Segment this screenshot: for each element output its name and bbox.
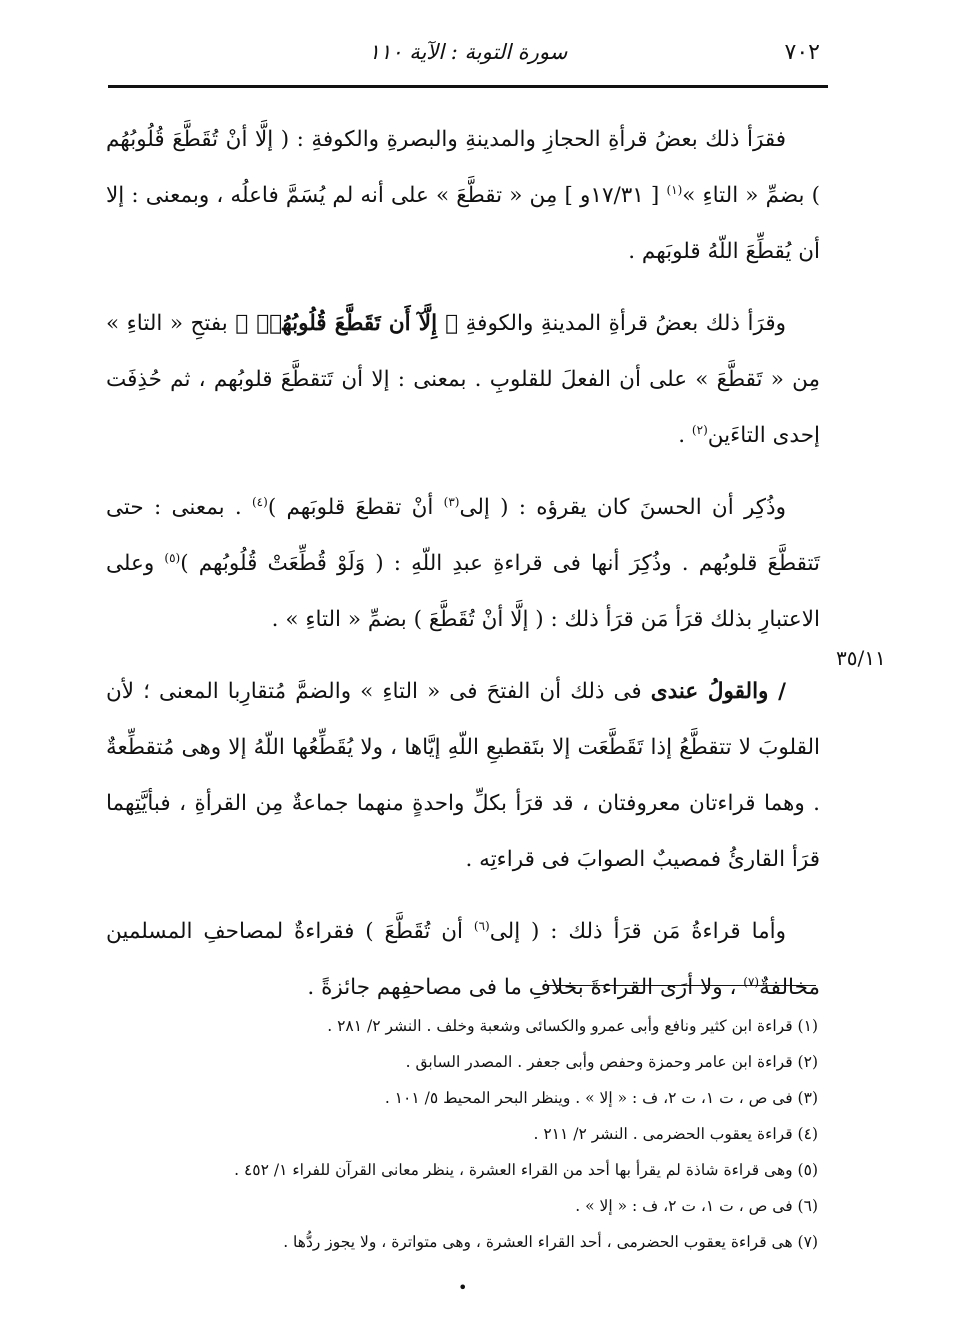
footnote: (٤) قراءة يعقوب الحضرمى . النشر ٢/ ٢١١ .: [533, 1125, 818, 1143]
footnote-marker: (٦): [473, 918, 490, 933]
footnote: (١) قراءة ابن كثير ونافع وأبى عمرو والكسائى وشعبة وخلف . النشر ٢/ ٢٨١ .: [327, 1017, 818, 1035]
footnote-marker: (١): [666, 182, 683, 197]
page-header: [108, 36, 828, 76]
text-run: فى ذلك أن الفتحَ فى « التاءِ » والضمَّ مُتقارِبا المعنى ؛ لأن القلوبَ لا تتقطَّعُ إذا تَقَطَّعَت إلا بتَقطيعِ اللّهِ إيَّاها ، ولا يُقَطِّعُها اللّهُ إلا وهى مُتقطِّعةٌ . وهما قراءتان معروفتان ، قد قرَأ بكلِّ واحدةٍ منهما جماعةٌ مِن القرأةِ ، فبأيَّتِهما قرَأ القارئُ فمصيبٌ الصوابَ فى قراءتِه .: [106, 679, 820, 872]
text-run: فقرَأ ذلك بعضُ قرأةِ الحجازِ والمدينةِ والبصرةِ والكوفةِ : ( إلَّا أنْ تُقَطَّعَ قُلُوبُهُم ) بضمِّ « التاءِ »: [106, 127, 820, 208]
footnote: (٦) فى ص ، ت ١، ت ٢، ف : « إلا » .: [575, 1197, 818, 1215]
header-rule: [108, 85, 828, 88]
footnote-marker: (٥): [164, 550, 181, 565]
running-title: سورة التوبة : الآية ١١٠: [368, 40, 568, 64]
paragraph: [106, 112, 820, 280]
footnote-marker: (٢): [691, 422, 708, 437]
footnotes: [150, 1008, 818, 1260]
quran-quote: ﴿ إِلَّآ أَن تَقَطَّعَ قُلُوبُهُمۡ ﴾: [235, 311, 459, 336]
lead-phrase: / والقولُ عندى: [650, 679, 786, 704]
text-run: بفتحِ « التاءِ » مِن « تَقطَّعَ » على أن الفعلَ للقلوبِ . بمعنى : إلا أن تَتقطَّعَ قلوبُهم ، ثم حُذِفَت إحدى التاءَين: [106, 311, 820, 448]
text-run: وذُكِر أن الحسنَ كان يقرؤه : ( إلى: [459, 495, 786, 520]
page-number: ٧٠٢: [784, 40, 820, 65]
text-run: أن تُقَطَّعَ ) فقراءةٌ لمصاحفِ المسلمين مخالفةٌ: [106, 919, 820, 1000]
main-text: [106, 112, 820, 1016]
text-run: أنْ تقطعَ قلوبَهم ): [267, 495, 444, 520]
footnote-marker: (٤): [251, 494, 268, 509]
text-run: وقرَأ ذلك بعضُ قرأةِ المدينةِ والكوفةِ: [458, 311, 787, 336]
end-mark: •: [458, 1278, 468, 1297]
footnote: (٧) هى قراءة يعقوب الحضرمى ، أحد القراء العشرة ، وهى متواترة ، ولا يجوز ردُّها .: [283, 1233, 818, 1251]
paragraph: [106, 296, 820, 464]
text-run: [ ١٧/٣١و ] مِن « تقطَّعَ » على أنه لم يُسَمَّ فاعلُه ، وبمعنى : إلا أن يُقطِّعَ اللّهُ قلوبَهم .: [106, 183, 820, 264]
text-run: . بمعنى : حتى تَتقطَّعَ قلوبُهم . وذُكِرَ أنها فى قراءةِ عبدِ اللّهِ : ( وَلَوْ قُطِّعَتْ قُلُوبُهم ): [106, 495, 820, 576]
footnote: (٢) قراءة ابن عامر وحمزة وحفص وأبى جعفر . المصدر السابق .: [405, 1053, 818, 1071]
text-run: وأما قراءةُ مَن قرَأ ذلك : ( إلى: [489, 919, 786, 944]
footnote-marker: (٣): [443, 494, 460, 509]
paragraph: [106, 904, 820, 1016]
text-run: وعلى الاعتبارِ بذلك قرَأ مَن قرَأ ذلك : ( إلَّا أنْ تُقَطَّعَ ) بضمِّ « التاءِ » .: [106, 551, 820, 632]
footnote: (٣) فى ص ، ت ١، ت ٢، ف : « إلا » . وينظر البحر المحيط ٥/ ١٠١ .: [384, 1089, 818, 1107]
margin-reference: ٣٥/١١: [836, 646, 886, 670]
footnote: (٥) وهى قراءة شاذة لم يقرأ بها أحد من القراء العشرة ، ينظر معانى القرآن للفراء ١/ ٤٥٢ .: [234, 1161, 818, 1179]
text-run: ، ولا أرَى القراءةَ بخلافِ ما فى مصاحفِهم جائزةً .: [307, 975, 744, 1000]
footnote-marker: (٧): [743, 974, 760, 989]
text-run: .: [678, 423, 692, 448]
paragraph: [106, 480, 820, 648]
footnote-rule: [546, 985, 816, 986]
paragraph: [106, 664, 820, 888]
